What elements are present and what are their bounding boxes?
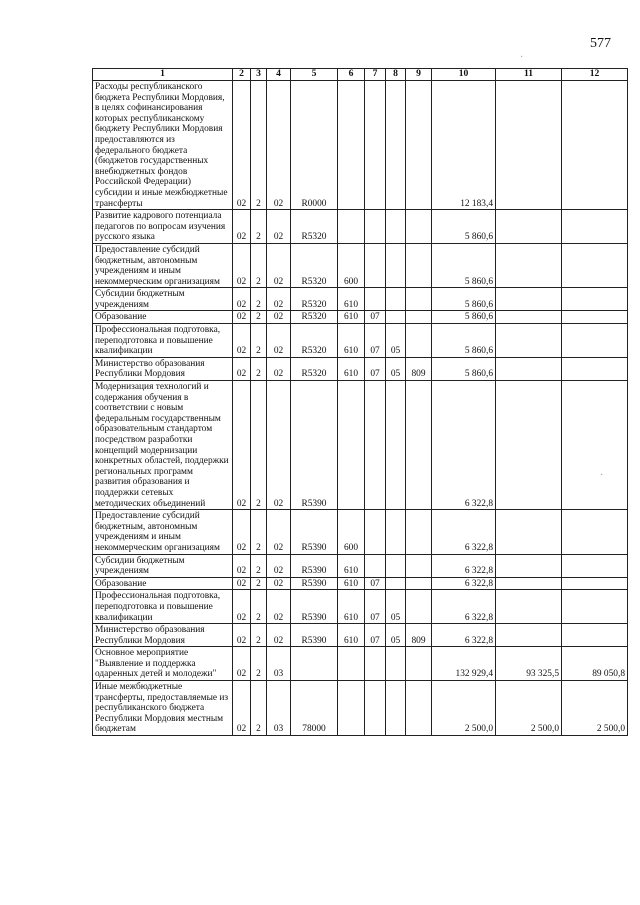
code-cell	[386, 311, 406, 324]
code-cell: 02	[233, 243, 251, 287]
code-cell: 610	[338, 554, 365, 577]
code-cell: R5390	[291, 577, 338, 590]
code-cell: 05	[386, 624, 406, 647]
code-cell	[386, 243, 406, 287]
code-cell	[406, 647, 432, 681]
code-cell	[365, 381, 386, 510]
column-header: 12	[562, 69, 628, 81]
code-cell: 05	[386, 590, 406, 624]
amount-cell	[562, 624, 628, 647]
amount-cell: 5 860,6	[432, 357, 496, 380]
code-cell: 02	[267, 381, 291, 510]
code-cell	[386, 577, 406, 590]
table-row	[93, 381, 628, 510]
code-cell	[338, 81, 365, 210]
code-cell: 2	[251, 681, 267, 736]
code-cell: 2	[251, 81, 267, 210]
code-cell: 2	[251, 647, 267, 681]
code-cell: 2	[251, 577, 267, 590]
code-cell: 07	[365, 311, 386, 324]
column-header: 4	[267, 69, 291, 81]
header-row	[93, 69, 628, 81]
code-cell: 07	[365, 357, 386, 380]
code-cell: 2	[251, 624, 267, 647]
amount-cell	[562, 381, 628, 510]
code-cell: 02	[233, 510, 251, 554]
code-cell: 2	[251, 357, 267, 380]
code-cell	[338, 381, 365, 510]
code-cell: 02	[267, 288, 291, 311]
code-cell: 2	[251, 210, 267, 244]
amount-cell	[496, 357, 562, 380]
code-cell: 02	[233, 288, 251, 311]
column-header: 3	[251, 69, 267, 81]
column-header: 6	[338, 69, 365, 81]
code-cell: R5390	[291, 381, 338, 510]
code-cell: 02	[267, 554, 291, 577]
code-cell	[365, 210, 386, 244]
amount-cell: 5 860,6	[432, 288, 496, 311]
code-cell	[386, 381, 406, 510]
amount-cell	[496, 210, 562, 244]
table-row	[93, 647, 628, 681]
code-cell: 2	[251, 311, 267, 324]
code-cell	[406, 577, 432, 590]
code-cell: 02	[267, 510, 291, 554]
code-cell	[406, 81, 432, 210]
code-cell: 2	[251, 324, 267, 358]
table-row	[93, 210, 628, 244]
amount-cell: 6 322,8	[432, 381, 496, 510]
amount-cell: 5 860,6	[432, 243, 496, 287]
code-cell: 02	[233, 357, 251, 380]
amount-cell	[496, 81, 562, 210]
code-cell	[365, 681, 386, 736]
code-cell: 02	[233, 681, 251, 736]
row-name-cell: Предоставление субсидий бюджетным, автономным учреждениям и иным некоммерческим организациям	[93, 243, 233, 287]
scan-artifact-mark: ·	[600, 470, 604, 481]
code-cell: 02	[233, 210, 251, 244]
table-row	[93, 357, 628, 380]
amount-cell: 6 322,8	[432, 510, 496, 554]
code-cell: 05	[386, 324, 406, 358]
table-row	[93, 311, 628, 324]
code-cell: R5320	[291, 288, 338, 311]
code-cell: 610	[338, 288, 365, 311]
amount-cell	[496, 324, 562, 358]
code-cell: R5390	[291, 554, 338, 577]
code-cell	[406, 243, 432, 287]
code-cell: R5390	[291, 624, 338, 647]
amount-cell	[496, 510, 562, 554]
amount-cell: 2 500,0	[496, 681, 562, 736]
row-name-cell: Иные межбюджетные трансферты, предоставляемые из республиканского бюджета Республики Мордовия местным бюджетам	[93, 681, 233, 736]
code-cell	[406, 324, 432, 358]
code-cell	[386, 681, 406, 736]
table-row	[93, 243, 628, 287]
code-cell	[406, 681, 432, 736]
code-cell: 600	[338, 510, 365, 554]
code-cell: 2	[251, 510, 267, 554]
code-cell: 02	[233, 647, 251, 681]
amount-cell	[562, 243, 628, 287]
code-cell: R5320	[291, 357, 338, 380]
code-cell: 02	[233, 590, 251, 624]
amount-cell: 12 183,4	[432, 81, 496, 210]
code-cell	[365, 288, 386, 311]
amount-cell: 6 322,8	[432, 577, 496, 590]
code-cell: 02	[233, 81, 251, 210]
amount-cell: 5 860,6	[432, 210, 496, 244]
code-cell: 809	[406, 357, 432, 380]
code-cell	[386, 210, 406, 244]
code-cell: 78000	[291, 681, 338, 736]
code-cell: 03	[267, 647, 291, 681]
code-cell: 610	[338, 311, 365, 324]
code-cell	[365, 243, 386, 287]
code-cell	[406, 210, 432, 244]
code-cell: 610	[338, 624, 365, 647]
code-cell: 600	[338, 243, 365, 287]
code-cell: 610	[338, 357, 365, 380]
row-name-cell: Министерство образования Республики Мордовия	[93, 357, 233, 380]
code-cell: 02	[233, 324, 251, 358]
column-header: 7	[365, 69, 386, 81]
amount-cell	[496, 590, 562, 624]
column-header: 8	[386, 69, 406, 81]
row-name-cell: Основное мероприятие "Выявление и поддержка одаренных детей и молодежи"	[93, 647, 233, 681]
row-name-cell: Субсидии бюджетным учреждениям	[93, 554, 233, 577]
amount-cell: 6 322,8	[432, 590, 496, 624]
table-row	[93, 554, 628, 577]
code-cell: 02	[233, 577, 251, 590]
amount-cell	[562, 311, 628, 324]
table-row	[93, 81, 628, 210]
code-cell: 03	[267, 681, 291, 736]
code-cell	[338, 647, 365, 681]
code-cell	[406, 381, 432, 510]
code-cell	[365, 510, 386, 554]
code-cell	[386, 81, 406, 210]
table-row	[93, 577, 628, 590]
amount-cell: 6 322,8	[432, 554, 496, 577]
amount-cell	[562, 590, 628, 624]
code-cell: R5320	[291, 243, 338, 287]
code-cell	[365, 81, 386, 210]
amount-cell	[496, 288, 562, 311]
table-row	[93, 624, 628, 647]
code-cell: 2	[251, 590, 267, 624]
amount-cell	[496, 577, 562, 590]
amount-cell	[496, 381, 562, 510]
amount-cell: 89 050,8	[562, 647, 628, 681]
code-cell	[386, 510, 406, 554]
code-cell: 02	[233, 311, 251, 324]
amount-cell	[562, 324, 628, 358]
code-cell: 02	[267, 624, 291, 647]
amount-cell	[562, 510, 628, 554]
code-cell: 02	[267, 577, 291, 590]
code-cell	[365, 554, 386, 577]
amount-cell	[562, 357, 628, 380]
row-name-cell: Образование	[93, 577, 233, 590]
amount-cell: 2 500,0	[432, 681, 496, 736]
code-cell: 02	[233, 554, 251, 577]
amount-cell	[496, 554, 562, 577]
amount-cell	[562, 210, 628, 244]
code-cell: 02	[233, 624, 251, 647]
table-row	[93, 681, 628, 736]
code-cell: 02	[267, 590, 291, 624]
code-cell	[338, 210, 365, 244]
code-cell	[406, 311, 432, 324]
page-number: 577	[590, 36, 611, 51]
column-header: 2	[233, 69, 251, 81]
code-cell: 02	[267, 81, 291, 210]
code-cell	[406, 554, 432, 577]
amount-cell	[562, 577, 628, 590]
code-cell: R5320	[291, 324, 338, 358]
code-cell	[338, 681, 365, 736]
scan-artifact-mark: ·	[520, 52, 524, 63]
code-cell: R5390	[291, 590, 338, 624]
code-cell: 07	[365, 324, 386, 358]
column-header: 10	[432, 69, 496, 81]
row-name-cell: Субсидии бюджетным учреждениям	[93, 288, 233, 311]
code-cell: 2	[251, 381, 267, 510]
code-cell: 02	[267, 243, 291, 287]
amount-cell	[562, 81, 628, 210]
amount-cell: 5 860,6	[432, 311, 496, 324]
code-cell: 07	[365, 624, 386, 647]
code-cell: 02	[267, 357, 291, 380]
code-cell: 02	[267, 311, 291, 324]
row-name-cell: Министерство образования Республики Мордовия	[93, 624, 233, 647]
code-cell: 2	[251, 288, 267, 311]
code-cell	[386, 554, 406, 577]
amount-cell	[496, 243, 562, 287]
amount-cell	[562, 288, 628, 311]
code-cell: R5320	[291, 210, 338, 244]
code-cell: 02	[233, 381, 251, 510]
amount-cell	[496, 311, 562, 324]
code-cell	[386, 288, 406, 311]
code-cell: 07	[365, 577, 386, 590]
amount-cell: 2 500,0	[562, 681, 628, 736]
code-cell: 07	[365, 590, 386, 624]
code-cell: R5390	[291, 510, 338, 554]
code-cell	[291, 647, 338, 681]
table-row	[93, 324, 628, 358]
row-name-cell: Модернизация технологий и содержания обучения в соответствии с новым федеральным государственным образовательным стандартом посредством разработки концепций модернизации конкретных областей, поддержки региональных программ развития образования и поддержки сетевых методических объединений	[93, 381, 233, 510]
code-cell: R5320	[291, 311, 338, 324]
amount-cell: 93 325,5	[496, 647, 562, 681]
column-header: 1	[93, 69, 233, 81]
row-name-cell: Расходы республиканского бюджета Республики Мордовия, в целях софинансирования которых республиканскому бюджету Республики Мордовия предоставляются из федерального бюджета (бюджетов государственных внебюджетных фондов Российской Федерации) субсидии и иные межбюджетные трансферты	[93, 81, 233, 210]
code-cell	[365, 647, 386, 681]
row-name-cell: Предоставление субсидий бюджетным, автономным учреждениям и иным некоммерческим организациям	[93, 510, 233, 554]
code-cell	[386, 647, 406, 681]
code-cell: 610	[338, 590, 365, 624]
row-name-cell: Профессиональная подготовка, переподготовка и повышение квалификации	[93, 324, 233, 358]
code-cell	[406, 590, 432, 624]
code-cell: 610	[338, 577, 365, 590]
row-name-cell: Профессиональная подготовка, переподготовка и повышение квалификации	[93, 590, 233, 624]
code-cell: 2	[251, 554, 267, 577]
code-cell: 05	[386, 357, 406, 380]
code-cell: 610	[338, 324, 365, 358]
column-header: 5	[291, 69, 338, 81]
row-name-cell: Развитие кадрового потенциала педагогов по вопросам изучения русского языка	[93, 210, 233, 244]
row-name-cell: Образование	[93, 311, 233, 324]
amount-cell: 5 860,6	[432, 324, 496, 358]
amount-cell	[562, 554, 628, 577]
code-cell: 2	[251, 243, 267, 287]
column-header: 11	[496, 69, 562, 81]
amount-cell	[496, 624, 562, 647]
table-row	[93, 590, 628, 624]
amount-cell: 132 929,4	[432, 647, 496, 681]
budget-table	[92, 68, 628, 736]
amount-cell: 6 322,8	[432, 624, 496, 647]
code-cell: 02	[267, 210, 291, 244]
column-header: 9	[406, 69, 432, 81]
code-cell: R0000	[291, 81, 338, 210]
table-row	[93, 510, 628, 554]
code-cell	[406, 288, 432, 311]
code-cell: 02	[267, 324, 291, 358]
code-cell	[406, 510, 432, 554]
code-cell: 809	[406, 624, 432, 647]
table-row	[93, 288, 628, 311]
